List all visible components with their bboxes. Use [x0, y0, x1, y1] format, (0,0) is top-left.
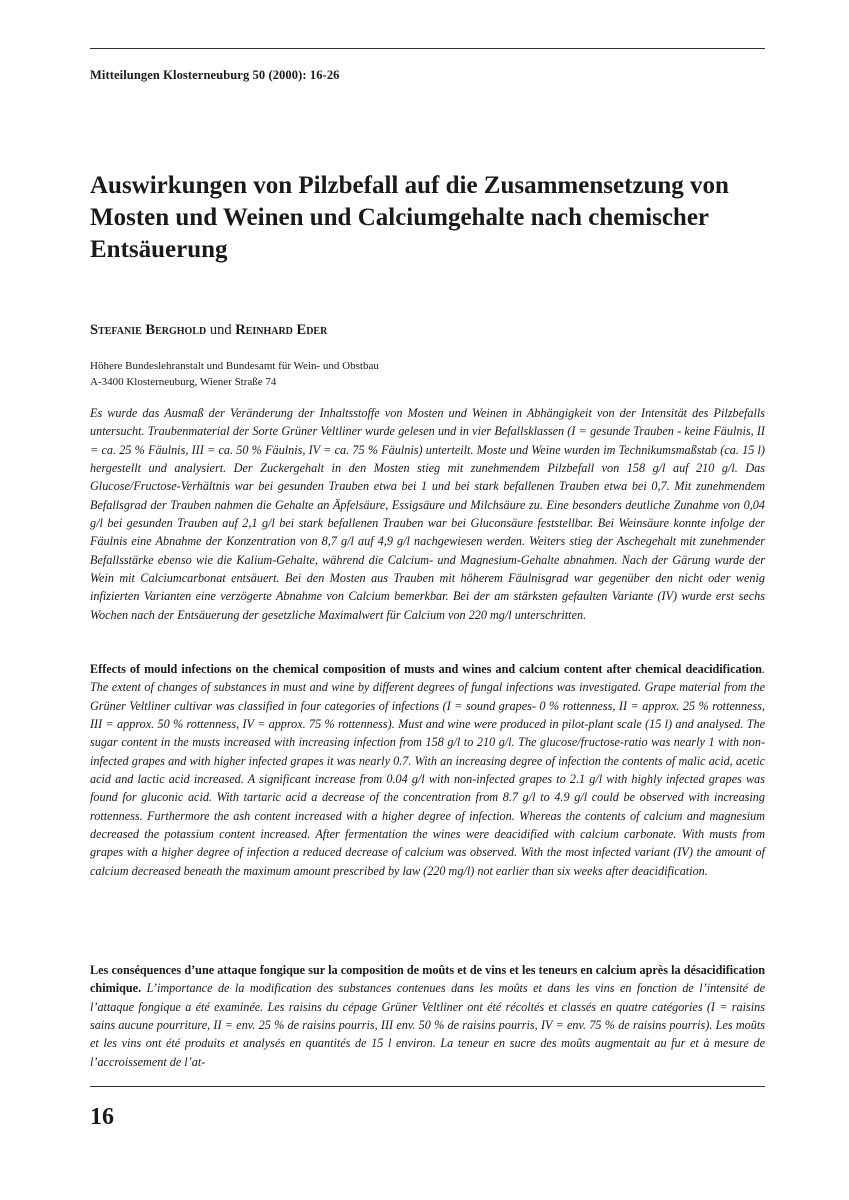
author-name: Reinhard Eder — [235, 322, 328, 338]
abstract-french — [90, 961, 765, 1071]
affiliation-line: Höhere Bundeslehranstalt und Bundesamt für Wein- und Obstbau — [90, 360, 379, 372]
affiliation-line: A-3400 Klosterneuburg, Wiener Straße 74 — [90, 375, 277, 388]
abstract-english-body: . The extent of changes of substances in must and wine by different degrees of fungal infections was investigated. Grape material from the Grüner Veltliner cultivar was classified in four categories of infections (I = sound grapes- 0 % rottenness, II = approx. 25 % rottenness, III = approx. 50 % rottenness, IV = approx. 75 % rottenness). Must and wine were produced in pilot-plant scale (15 l) and analysed. The sugar content in the musts increased with increasing infection from 158 g/l to 210 g/l. The glucose/fructose-ratio was nearly 1 with non-infected grapes and with higher infected grapes it was nearly 0.7. With an increasing degree of infection the contents of malic acid, acetic acid and lactic acid increased. A significant increase from 0.04 g/l with non-infected grapes to 2.1 g/l with highly infected grapes was found for gluconic acid. With tartaric acid a decrease of the concentration from 8.7 g/l to 4.9 g/l could be observed with increasing rottenness. Furthermore the ash content increased with a higher degree of infection. Whereas the contents of calcium and magnesium decreased the potassium content increased. After fermentation the wines were deacidified with calcium carbonate. With musts from grapes with a higher degree of infection a reduced decrease of calcium was observed. With the most infected variant (IV) the amount of calcium decreased beneath the maximum amount prescribed by law (220 mg/l) not earlier than six weeks after deacidification. — [90, 662, 765, 878]
author-name: Stefanie Berghold — [90, 322, 207, 338]
article-title: Auswirkungen von Pilzbefall auf die Zusammensetzung von Mosten und Weinen und Calciumgehalte nach chemischer Entsäuerung — [90, 172, 729, 263]
abstract-french-body: L’importance de la modification des substances contenues dans les moûts et dans les vins en fonction de l’intensité de l’attaque fongique a été examinée. Les raisins du cépage Grüner Veltliner ont été récoltés et classés en quatre catégories (I = raisins sains aucune pourriture, II = env. 25 % de raisins pourris, III env. 50 % de raisins pourris, IV = env. 75 % de raisins pourris). Les moûts et les vins ont été produits et analysés en quantités de 15 l environ. La teneur en sucre des moûts augmentait au fur et à mesure de l’accroissement de l’at- — [90, 981, 765, 1069]
footer-rule — [90, 1086, 765, 1087]
abstract-english — [90, 660, 765, 880]
author-conjunction: und — [206, 322, 236, 338]
affiliation — [90, 359, 379, 390]
page-number: 16 — [90, 1104, 114, 1130]
author-line — [90, 322, 327, 339]
journal-citation: Mitteilungen Klosterneuburg 50 (2000): 16-26 — [90, 68, 340, 82]
header-rule — [90, 48, 765, 49]
abstract-french-heading: Les conséquences d’une attaque fongique sur la composition de moûts et de vins et les teneurs en calcium après la désacidification chimique. — [90, 963, 765, 996]
abstract-german: Es wurde das Ausmaß der Veränderung der Inhaltsstoffe von Mosten und Weinen in Abhängigkeit von der Intensität des Pilzbefalls untersucht. Traubenmaterial der Sorte Grüner Veltliner wurde gelesen und in vier Befallsklassen (I = gesunde Trauben - keine Fäulnis, II = ca. 25 % Fäulnis, III = ca. 50 % Fäulnis, IV = ca. 75 % Fäulnis) unterteilt. Moste und Weine wurden im Technikumsmaßstab (ca. 15 l) hergestellt und analysiert. Der Zuckergehalt in den Mosten stieg mit zunehmendem Pilzbefall von 158 g/l auf 210 g/l. Das Glucose/Fructose-Verhältnis war bei gesunden Trauben etwa bei 1 und bei stark befallenen Trauben etwa bei 0,7. Mit zunehmendem Befallsgrad der Trauben nahmen die Gehalte an Äpfelsäure, Essigsäure und Milchsäure zu. Eine besonders deutliche Zunahme von 0,04 g/l bei gesunden Trauben auf 2,1 g/l bei stark befallenen Trauben war bei Gluconsäure feststellbar. Bei Weinsäure konnte infolge der Fäulnis eine Abnahme der Konzentration von 8,7 g/l auf 4,9 g/l nachgewiesen werden. Weiters stieg der Aschegehalt mit zunehmender Befallsstärke ebenso wie die Kalium-Gehalte, während die Calcium- und Magnesium-Gehalte abnahmen. Nach der Gärung wurde der Wein mit Calciumcarbonat entsäuert. Bei den Mosten aus Trauben mit höherem Fäulnisgrad war gegenüber den nicht oder wenig infizierten Varianten eine verzögerte Abnahme von Calcium bemerkbar. Bei der am stärksten gefaulten Variante (IV) wurde erst sechs Wochen nach der Entsäuerung der gesetzliche Maximalwert für Calcium von 220 mg/l unterschritten. — [90, 406, 765, 622]
abstract-english-heading: Effects of mould infections on the chemical composition of musts and wines and calcium content after chemical deacidification — [90, 662, 762, 676]
